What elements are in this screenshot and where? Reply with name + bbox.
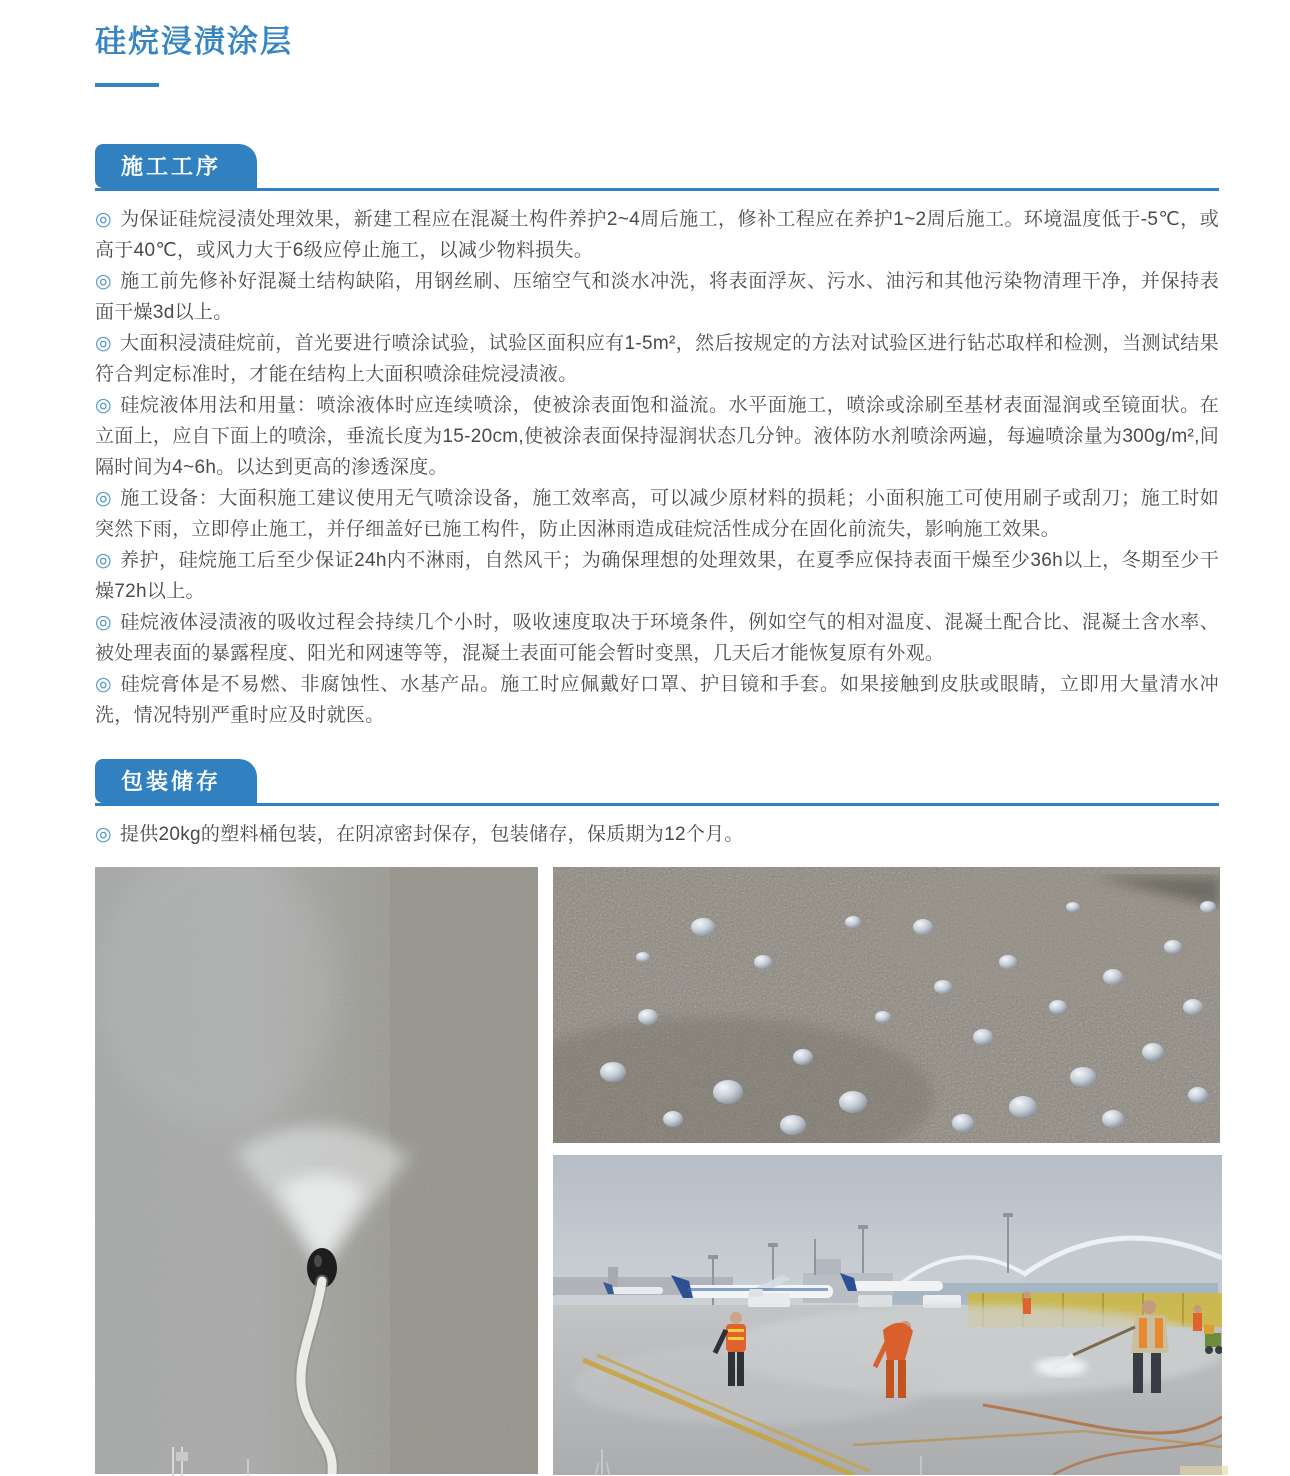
section-packaging-body xyxy=(95,819,1219,850)
bullet-text: 提供20kg的塑料桶包装，在阴凉密封保存，包装储存，保质期为12个月。 xyxy=(119,824,744,845)
bullet-text: 施工前先修补好混凝土结构缺陷，用钢丝刷、压缩空气和淡水冲洗，将表面浮灰、污水、油污和其他污染物清理干净，并保持表面干燥3d以上。 xyxy=(95,271,1219,323)
bullet-item xyxy=(95,669,1219,731)
page-title: 硅烷浸渍涂层 xyxy=(95,24,293,59)
bullet-item xyxy=(95,204,1219,266)
bullet-icon: ◎ xyxy=(95,395,113,416)
bullet-icon: ◎ xyxy=(95,488,113,509)
bullet-item xyxy=(95,390,1219,483)
bullet-icon: ◎ xyxy=(95,333,112,354)
bullet-icon: ◎ xyxy=(95,612,113,633)
bullet-text: 养护，硅烷施工后至少保证24h内不淋雨，自然风干；为确保理想的处理效果，在夏季应保持表面干燥至少36h以上，冬期至少干燥72h以上。 xyxy=(95,550,1219,602)
section-header-packaging xyxy=(95,759,1219,806)
bullet-item xyxy=(95,819,1219,850)
airport-apron-photo xyxy=(553,1155,1222,1475)
bullet-icon: ◎ xyxy=(95,209,113,230)
bullet-icon: ◎ xyxy=(95,550,113,571)
bullet-text: 硅烷液体浸渍液的吸收过程会持续几个小时，吸收速度取决于环境条件，例如空气的相对温度、混凝土配合比、混凝土含水率、被处理表面的暴露程度、阳光和网速等等，混凝土表面可能会暂时变黑，几天后才能恢复原有外观。 xyxy=(95,612,1219,664)
section-badge: 包装储存 xyxy=(95,759,257,803)
bullet-text: 硅烷液体用法和用量：喷涂液体时应连续喷涂，使被涂表面饱和溢流。水平面施工，喷涂或涂刷至基材表面湿润或至镜面状。在立面上，应自下面上的喷涂，垂流长度为15-20cm,使被涂表面保持湿润状态几分钟。液体防水剂喷涂两遍，每遍喷涂量为300g/m²,间隔时间为4~6h。以达到更高的渗透深度。 xyxy=(95,395,1219,478)
bullet-item xyxy=(95,266,1219,328)
bullet-text: 为保证硅烷浸渍处理效果，新建工程应在混凝土构件养护2~4周后施工，修补工程应在养护1~2周后施工。环境温度低于-5℃，或高于40℃，或风力大于6级应停止施工，以减少物料损失。 xyxy=(95,209,1219,261)
title-underline xyxy=(95,83,159,87)
bullet-item xyxy=(95,483,1219,545)
bullet-text: 施工设备：大面积施工建议使用无气喷涂设备，施工效率高，可以减少原材料的损耗；小面积施工可使用刷子或刮刀；施工时如突然下雨，立即停止施工，并仔细盖好已施工构件，防止因淋雨造成硅烷活性成分在固化前流失，影响施工效果。 xyxy=(95,488,1219,540)
section-header-construction xyxy=(95,144,1219,191)
water-beading-photo xyxy=(553,867,1220,1143)
section-construction-body xyxy=(95,204,1219,731)
bullet-text: 大面积浸渍硅烷前，首光要进行喷涂试验，试验区面积应有1-5m²，然后按规定的方法对试验区进行钻芯取样和检测，当测试结果符合判定标准时，才能在结构上大面积喷涂硅烷浸渍液。 xyxy=(95,333,1219,385)
bullet-icon: ◎ xyxy=(95,674,113,695)
bullet-item xyxy=(95,328,1219,390)
bullet-item xyxy=(95,607,1219,669)
concrete-spray-photo xyxy=(95,867,538,1474)
bullet-icon: ◎ xyxy=(95,824,112,845)
section-badge: 施工工序 xyxy=(95,144,257,188)
bullet-item xyxy=(95,545,1219,607)
bullet-text: 硅烷膏体是不易燃、非腐蚀性、水基产品。施工时应佩戴好口罩、护目镜和手套。如果接触到皮肤或眼睛，立即用大量清水冲洗，情况特别严重时应及时就医。 xyxy=(95,674,1219,726)
bullet-icon: ◎ xyxy=(95,271,113,292)
photo-grid xyxy=(95,867,1222,1476)
